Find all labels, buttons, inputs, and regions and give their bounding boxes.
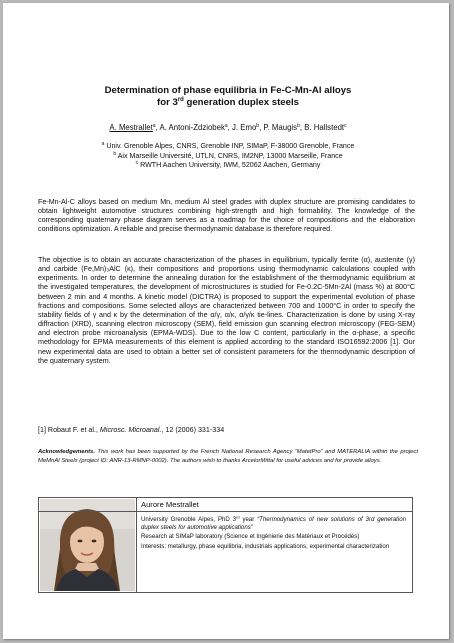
affiliation-text: Univ. Grenoble Alpes, CNRS, Grenoble INP, SIMaP, F-38000 Grenoble, France: [104, 142, 355, 150]
bio-research: Research at SIMaP laboratory (Science et Ingénierie des Matériaux et Procédés): [141, 533, 360, 541]
bio-divider: [136, 498, 137, 592]
bio-thesis-title: “Thermodynamics of new solutions of 3rd generation duplex steels for automotive applications”: [141, 516, 406, 532]
author-separator: ,: [259, 123, 264, 132]
author-affiliation-mark: b: [297, 123, 300, 129]
portrait-image: [40, 499, 135, 591]
affiliation-letter: c: [135, 160, 139, 167]
abstract-page: [3, 3, 449, 639]
affiliation-list: [23, 142, 433, 171]
author-separator: ,: [299, 123, 305, 132]
author-name: A. Mestrallet: [109, 123, 153, 132]
affiliation-text: RWTH Aachen University, IWM, 52062 Aachen, Germany: [138, 161, 321, 170]
affiliation-text: Aix Marseille Université, UTLN, CNRS, IM2NP, 13000 Marseille, France: [116, 151, 343, 160]
author-name: J. Emo: [232, 123, 257, 132]
bio-position: [141, 516, 406, 532]
author-affiliation-mark: a: [224, 123, 228, 129]
author-name: A. Antoni-Zdziobek: [159, 123, 225, 132]
affiliation: [23, 142, 433, 152]
author-affiliation-mark: c: [344, 123, 347, 129]
title-line-1: Determination of phase equilibria in Fe-C-Mn-Al alloys: [104, 85, 352, 96]
author-affiliation-mark: b: [256, 123, 260, 129]
title-line-2-start: for 3: [157, 97, 178, 108]
affiliation-letter: b: [113, 150, 117, 157]
author-name: B. Hallstedt: [304, 123, 345, 132]
author-separator: ,: [227, 123, 233, 132]
author-list: [23, 123, 433, 133]
abstract-paragraph-1: Fe-Mn-Al-C alloys based on medium Mn, medium Al steel grades with duplex structure are promising candidates to obtain lightweight automotive structures combining high-strength and high formability. The knowledge of the corresponding quaternary phase diagram serves as a roadmap for the choice of compositions and the elaboration conditions optimization. A reliable and precise thermodynamic database is therefore required.: [38, 198, 415, 234]
author-affiliation-mark: a: [152, 123, 156, 129]
author-photo: [40, 499, 135, 591]
author-separator: ,: [155, 123, 160, 132]
acknowledgements-text: This work has been supported by the French National Research Agency “MatetPro” and MATERALIA within the project MeMnAl Steels (project ID: ANR-13-RMNP-0002). The authors wish to thanks ArcelorMittal for useful advices and for provide alloys.: [38, 449, 418, 464]
author: [109, 123, 159, 132]
author: [159, 123, 232, 132]
abstract-paragraph-2: The objective is to obtain an accurate characterization of the phases in equilibrium, typically ferrite (α), austenite (γ) and carbide (Fe,Mn)₃AlC (κ), their compositions and proportions using thermodynamic calculations coupled with experiments. In order to determine the annealing duration for the establishment of the thermodynamic equilibrium at the investigated temperatures, the development of microstructures is studied for Fe-0.2C-5Mn-2Al (mass %) at 800°C between 2 min and 4 months. A kinetic model (DICTRA) is proposed to support the experimental evolution of phase fractions and compositions. Some selected alloys are characterized between 700 and 1000°C in order to specify the stability fields of γ and κ by the determination of the α/γ, α/κ, α/γ/κ tie-lines. Characterization is done by using X-ray diffraction (XRD), scanning electron microscopy (SEM), field emission gun scanning electron microscopy (FEG-SEM) and electron probe microanalysis (EPMA-WDS). Due to the low C content, particularly in the α-phase, a specific methodology for EPMA measurements of this element is applied according to the standard ISO16592:2006 [1]. Our new experimental data are used to obtain a better set of consistent parameters for the thermodynamic description of the quaternary system.: [38, 256, 415, 365]
bio-position-ordinal: rd: [236, 514, 240, 520]
bio-position-year: year: [239, 516, 258, 523]
reference-authors: [1] Robaut F. et al.,: [38, 426, 100, 434]
author: [304, 123, 346, 132]
reference-details: , 12 (2006) 331-334: [161, 426, 225, 434]
bio-position-start: University Grenoble Alpes, PhD 3: [141, 516, 237, 523]
affiliation-letter: a: [101, 141, 105, 147]
acknowledgements: [38, 448, 418, 465]
bio-details: [141, 516, 406, 552]
reference-journal: Microsc. Microanal.: [99, 426, 162, 434]
author-name: P. Maugis: [263, 123, 298, 132]
affiliation: [23, 161, 433, 171]
bio-interests: Interests: metallurgy, phase equilibria, industrials applications, experimental characterization: [141, 542, 390, 550]
reference-item: [38, 426, 415, 435]
affiliation: [23, 152, 433, 162]
title-line-2: [63, 97, 393, 109]
bio-author-name: Aurore Mestrallet: [39, 498, 412, 512]
author: [263, 123, 304, 132]
author: [232, 123, 263, 132]
title-ordinal-suffix: rd: [177, 97, 184, 103]
acknowledgements-label: Acknowledgements.: [38, 449, 95, 455]
author-bio-box: [38, 497, 413, 593]
paper-title: [63, 85, 393, 109]
title-line-2-end: generation duplex steels: [183, 97, 299, 108]
